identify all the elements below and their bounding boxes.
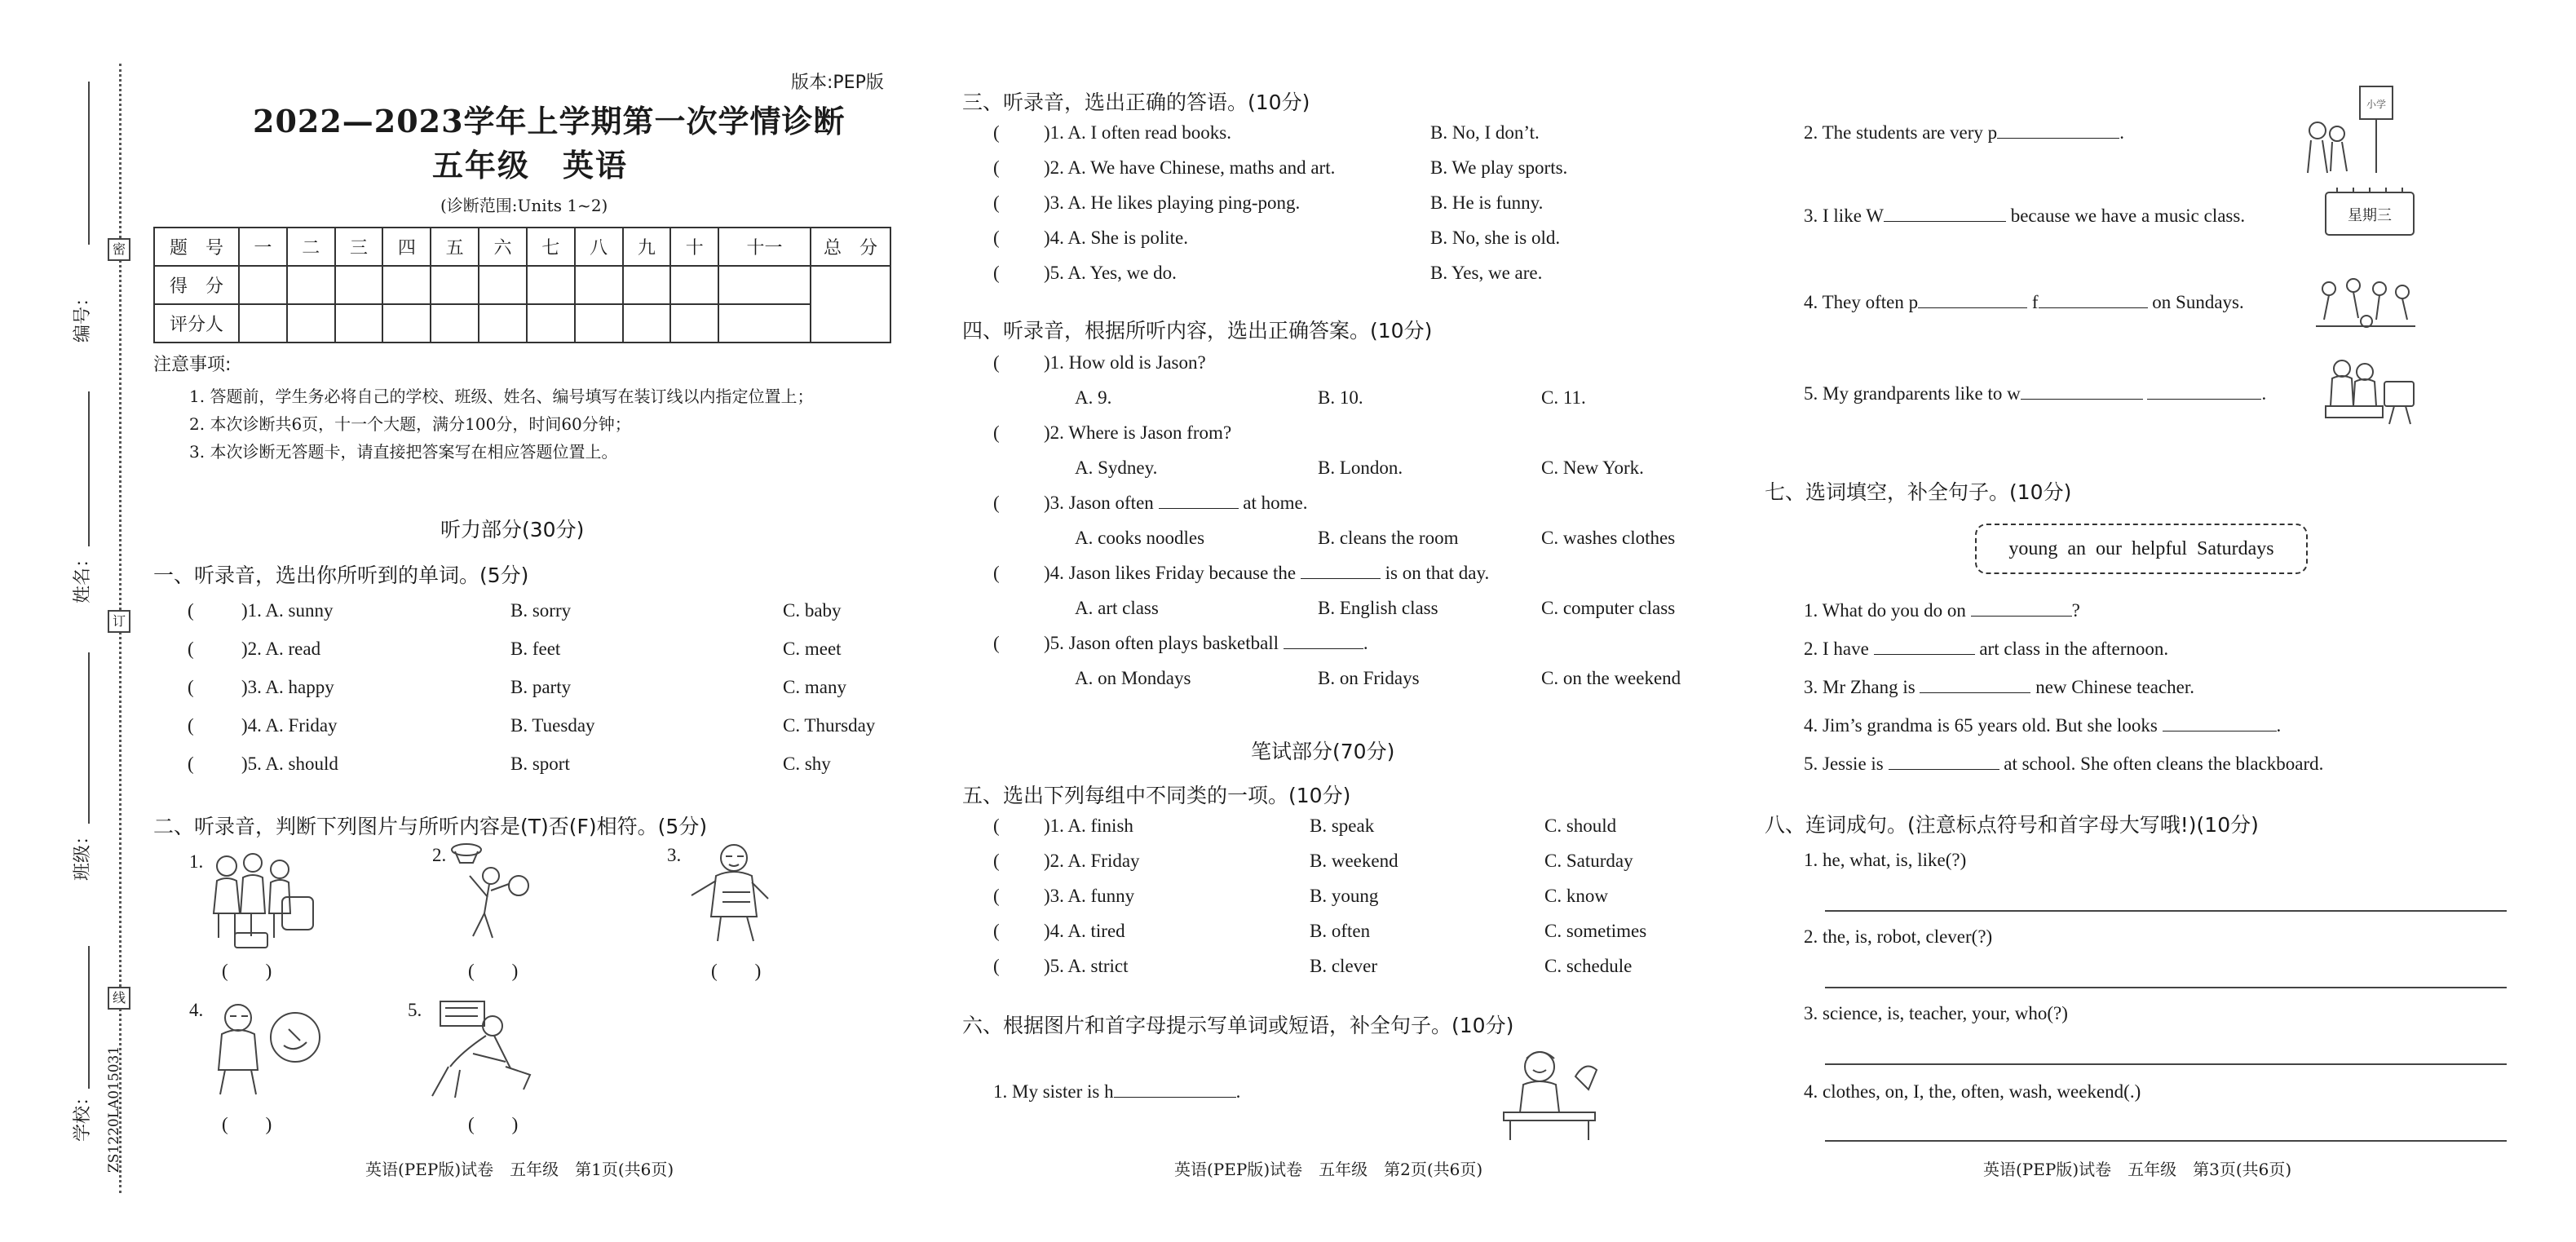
question-option-a: A. on Mondays [1075, 668, 1191, 688]
sentence-text: 1. What do you do on [1804, 600, 1966, 621]
answer-paren[interactable]: ( [188, 600, 194, 621]
picture-students-school [2300, 82, 2397, 179]
question-option-b: B. party [510, 677, 572, 697]
grader-row [154, 304, 890, 343]
sentence-text: on Sundays. [2152, 292, 2244, 312]
binding-label-number: 编号： [73, 288, 93, 343]
scrambled-words: 4. clothes, on, I, the, often, wash, weekend(.) [1804, 1081, 2141, 1102]
version-label: 版本:PEP版 [791, 73, 884, 93]
question-text-part: )5. Jason often plays basketball [1044, 633, 1279, 653]
answer-paren[interactable]: ( [993, 228, 1000, 248]
answer-paren[interactable]: ( [993, 921, 1000, 941]
page-1-footer: 英语(PEP版)试卷 五年级 第1页(共6页) [365, 1160, 674, 1179]
calendar-text: 星期三 [2348, 207, 2392, 224]
picture-girl-cleaning [424, 997, 538, 1103]
fill-blank[interactable] [1301, 563, 1381, 579]
answer-paren[interactable]: ( ) [468, 961, 519, 981]
question-option-b: B. No, she is old. [1430, 228, 1561, 248]
score-header-cell: 十 [670, 228, 718, 266]
answer-paren[interactable]: ( [993, 263, 1000, 283]
fill-blank[interactable] [1114, 1081, 1236, 1098]
sentence-text: 4. They often p [1804, 292, 1919, 312]
fill-blank[interactable] [1889, 754, 1999, 770]
sentence-text: 4. Jim’s grandma is 65 years old. But she looks [1804, 715, 2158, 736]
exam-subtitle: 五年级 英语 [432, 147, 629, 183]
sentence-item [1804, 639, 2168, 660]
score-header-cell: 九 [623, 228, 671, 266]
sentence-text: f [2031, 292, 2039, 312]
answer-paren[interactable]: ( [993, 633, 1000, 653]
section-4-title: 四、听录音，根据所听内容，选出正确答案。(10分) [962, 319, 1433, 343]
score-header-cell: 八 [575, 228, 623, 266]
grader-cell[interactable] [335, 304, 383, 343]
score-header-cell: 十一 [718, 228, 811, 266]
sentence-item [1804, 715, 2281, 736]
score-cell[interactable] [239, 266, 287, 304]
question-option-c: C. Thursday [783, 715, 876, 736]
picture-teacher [683, 840, 781, 946]
question-option-c: C. washes clothes [1541, 528, 1676, 548]
question-option-a: )4. A. Friday [241, 715, 338, 736]
question-option-a: )4. A. She is polite. [1044, 228, 1188, 248]
answer-paren[interactable]: ( [993, 422, 1000, 443]
score-header-cell: 五 [431, 228, 479, 266]
question-option-a: )5. A. strict [1044, 956, 1129, 976]
score-header-cell: 七 [527, 228, 575, 266]
picture-label: 2. [432, 845, 447, 865]
grader-cell[interactable] [527, 304, 575, 343]
question-option-c: C. baby [783, 600, 842, 621]
question-option-b: B. young [1310, 886, 1379, 906]
score-row-label: 得 分 [154, 266, 239, 304]
fill-blank[interactable] [1874, 639, 1975, 655]
picture-family-sofa [202, 848, 316, 954]
sentence-text: 3. I like W [1804, 206, 1884, 226]
question-option-a: )4. A. tired [1044, 921, 1125, 941]
picture-label: 1. [189, 851, 204, 872]
answer-paren[interactable]: ( [993, 563, 1000, 583]
question-option-b: B. speak [1310, 815, 1375, 836]
grader-cell[interactable] [718, 304, 811, 343]
question-option-a: A. cooks noodles [1075, 528, 1205, 548]
number-write-line[interactable] [88, 82, 90, 245]
school-sign-text: 小学 [2366, 99, 2387, 110]
question-text-part: )3. Jason often [1044, 493, 1154, 513]
answer-paren[interactable]: ( [993, 851, 1000, 871]
sentence-text: 2. The students are very p [1804, 122, 1998, 143]
sentence-2 [1804, 122, 2124, 144]
score-header-cell: 总 分 [811, 228, 890, 266]
question-option-a: )2. A. Friday [1044, 851, 1140, 871]
listening-part-title: 听力部分(30分) [440, 518, 585, 541]
score-cell[interactable] [335, 266, 383, 304]
question-text-part: is on that day. [1385, 563, 1490, 583]
question-option-a: )3. A. He likes playing ping-pong. [1044, 192, 1301, 213]
picture-girl-reading [1499, 1044, 1605, 1142]
total-score-cell[interactable] [811, 266, 890, 343]
picture-calendar-wednesday [2321, 184, 2419, 241]
section-7-title: 七、选词填空，补全句子。(10分) [1765, 480, 2072, 504]
answer-paren[interactable]: ( [993, 157, 1000, 178]
fill-blank[interactable] [1159, 493, 1239, 509]
answer-line[interactable] [1825, 910, 2507, 912]
question-option-a: )3. A. happy [241, 677, 334, 697]
score-header-cell: 六 [479, 228, 527, 266]
seal-ding: 订 [108, 610, 130, 633]
answer-paren[interactable]: ( [188, 715, 194, 736]
question-option-b: B. Tuesday [510, 715, 595, 736]
fill-blank[interactable] [1884, 206, 2006, 222]
section-6-title: 六、根据图片和首字母提示写单词或短语，补全句子。(10分) [962, 1014, 1514, 1037]
scrambled-words: 1. he, what, is, like(?) [1804, 850, 1967, 870]
picture-basketball-player [447, 840, 537, 946]
question-option-b: B. He is funny. [1430, 192, 1544, 213]
question-option-a: A. art class [1075, 598, 1159, 618]
score-cell[interactable] [431, 266, 479, 304]
question-option-b: B. weekend [1310, 851, 1398, 871]
answer-line[interactable] [1825, 987, 2507, 988]
question-text-part: at home. [1243, 493, 1308, 513]
sentence-text: because we have a music class. [2010, 206, 2246, 226]
sentence-4 [1804, 292, 2244, 313]
score-cell[interactable] [575, 266, 623, 304]
fill-blank[interactable] [2039, 292, 2148, 308]
notes-title: 注意事项: [153, 355, 232, 375]
question-option-a: )1. A. finish [1044, 815, 1133, 836]
exam-title: 2022—2023学年上学期第一次学情诊断 [253, 103, 846, 139]
question-option-b: B. Yes, we are. [1430, 263, 1543, 283]
fill-blank[interactable] [1920, 677, 2030, 693]
score-cell[interactable] [287, 266, 335, 304]
question-option-b: B. We play sports. [1430, 157, 1568, 178]
scrambled-words: 3. science, is, teacher, your, who(?) [1804, 1003, 2068, 1023]
section-2-title: 二、听录音，判断下列图片与所听内容是(T)否(F)相符。(5分) [153, 815, 708, 838]
sentence-text: 3. Mr Zhang is [1804, 677, 1915, 697]
sentence-text: ? [2071, 600, 2080, 621]
question-option-b: B. 10. [1318, 387, 1363, 408]
section-8-title: 八、连词成句。(注意标点符号和首字母大写哦!)(10分) [1765, 813, 2259, 837]
scrambled-words: 2. the, is, robot, clever(?) [1804, 926, 1993, 947]
section-5-title: 五、选出下列每组中不同类的一项。(10分) [962, 784, 1351, 807]
answer-paren[interactable]: ( [188, 677, 194, 697]
answer-paren[interactable]: ( [993, 886, 1000, 906]
question-text: )1. How old is Jason? [1044, 352, 1206, 373]
score-header-cell: 二 [287, 228, 335, 266]
sentence-text: at school. She often cleans the blackboard. [2004, 754, 2324, 774]
score-cell[interactable] [382, 266, 431, 304]
answer-paren[interactable]: ( [993, 815, 1000, 836]
sentence-text: 5. My grandparents like to w [1804, 383, 2021, 404]
sentence-item [1804, 754, 2323, 775]
answer-paren[interactable]: ( [993, 122, 1000, 143]
fill-blank[interactable] [2147, 383, 2261, 400]
page-2-footer: 英语(PEP版)试卷 五年级 第2页(共6页) [1174, 1160, 1483, 1179]
fill-blank[interactable] [1284, 633, 1363, 649]
sentence-text: . [2276, 715, 2282, 736]
grader-cell[interactable] [670, 304, 718, 343]
grader-cell[interactable] [479, 304, 527, 343]
sentence-text: . [2261, 383, 2267, 404]
question-option-a: A. 9. [1075, 387, 1112, 408]
seal-xian: 线 [108, 987, 130, 1010]
score-cell[interactable] [670, 266, 718, 304]
question-option-c: C. 11. [1541, 387, 1586, 408]
grader-row-label: 评分人 [154, 304, 239, 343]
grader-cell[interactable] [431, 304, 479, 343]
fill-blank[interactable] [1997, 122, 2119, 139]
note-item: 3. 本次诊断无答题卡，请直接把答案写在相应答题位置上。 [189, 442, 618, 462]
answer-line[interactable] [1825, 1063, 2507, 1065]
question-option-a: )5. A. Yes, we do. [1044, 263, 1177, 283]
grader-cell[interactable] [239, 304, 287, 343]
question-option-c: C. schedule [1544, 956, 1633, 976]
grader-cell[interactable] [623, 304, 671, 343]
question-option-a: )2. A. We have Chinese, maths and art. [1044, 157, 1336, 178]
score-cell[interactable] [718, 266, 811, 304]
grader-cell[interactable] [575, 304, 623, 343]
binding-label-school: 学校： [73, 1087, 93, 1142]
picture-kids-playing-football [2313, 274, 2419, 331]
score-row [154, 266, 890, 304]
picture-boy-eating [205, 997, 328, 1103]
score-cell[interactable] [527, 266, 575, 304]
sentence-text: . [2119, 122, 2124, 143]
grader-cell[interactable] [287, 304, 335, 343]
answer-paren[interactable]: ( ) [468, 1114, 519, 1134]
school-write-line[interactable] [88, 946, 90, 1089]
question-option-b: B. No, I don’t. [1430, 122, 1540, 143]
picture-label: 4. [189, 1000, 204, 1020]
question-text-part: )4. Jason likes Friday because the [1044, 563, 1297, 583]
answer-paren[interactable]: ( [993, 192, 1000, 213]
sentence-text: . [1235, 1081, 1241, 1102]
question-option-c: C. many [783, 677, 846, 697]
question-option-b: B. often [1310, 921, 1371, 941]
question-option-b: B. London. [1318, 457, 1403, 478]
question-option-a: )2. A. read [241, 639, 321, 659]
question-option-a: )3. A. funny [1044, 886, 1135, 906]
question-option-c: C. on the weekend [1541, 668, 1681, 688]
question-option-c: C. meet [783, 639, 842, 659]
question-option-c: C. New York. [1541, 457, 1644, 478]
answer-paren[interactable]: ( ) [222, 961, 272, 981]
answer-line[interactable] [1825, 1140, 2507, 1142]
question-option-a: )5. A. should [241, 754, 338, 774]
question-text [1044, 493, 1307, 514]
picture-grandparents-tv [2321, 351, 2419, 432]
score-table [153, 227, 891, 343]
question-option-a: A. Sydney. [1075, 457, 1158, 478]
fill-blank[interactable] [1918, 292, 2027, 308]
note-item: 2. 本次诊断共6页，十一个大题，满分100分，时间60分钟； [189, 414, 631, 434]
score-header-cell: 四 [382, 228, 431, 266]
answer-paren[interactable]: ( [993, 956, 1000, 976]
question-option-b: B. sport [510, 754, 570, 774]
score-header-cell: 三 [335, 228, 383, 266]
grader-cell[interactable] [382, 304, 431, 343]
picture-label: 3. [667, 845, 682, 865]
question-text: )2. Where is Jason from? [1044, 422, 1232, 443]
score-cell[interactable] [623, 266, 671, 304]
question-option-b: B. sorry [510, 600, 572, 621]
writing-part-title: 笔试部分(70分) [1251, 740, 1395, 763]
answer-paren[interactable]: ( [188, 639, 194, 659]
section-1-title: 一、听录音，选出你所听到的单词。(5分) [153, 564, 529, 587]
question-option-b: B. English class [1318, 598, 1438, 618]
note-item: 1. 答题前，学生务必将自己的学校、班级、姓名、编号填写在装订线以内指定位置上； [189, 387, 814, 406]
question-option-b: B. cleans the room [1318, 528, 1459, 548]
score-cell[interactable] [479, 266, 527, 304]
question-option-c: C. computer class [1541, 598, 1676, 618]
answer-paren[interactable]: ( [188, 754, 194, 774]
binding-label-class: 班级： [73, 826, 93, 881]
question-option-a: )1. A. I often read books. [1044, 122, 1231, 143]
sentence-item [1804, 600, 2080, 621]
question-text [1044, 563, 1489, 584]
sentence-text: art class in the afternoon. [1979, 639, 2169, 659]
sentence-1 [993, 1081, 1240, 1103]
question-option-c: C. should [1544, 815, 1617, 836]
sentence-text: 5. Jessie is [1804, 754, 1884, 774]
sentence-5 [1804, 383, 2266, 404]
answer-paren[interactable]: ( ) [711, 961, 762, 981]
sentence-text: 1. My sister is h [993, 1081, 1114, 1102]
question-option-a: )1. A. sunny [241, 600, 334, 621]
score-header-cell: 一 [239, 228, 287, 266]
fill-blank[interactable] [2021, 383, 2143, 400]
question-option-c: C. know [1544, 886, 1608, 906]
question-text-part: . [1363, 633, 1368, 653]
answer-paren[interactable]: ( ) [222, 1114, 272, 1134]
picture-label: 5. [408, 1000, 422, 1020]
sentence-text: new Chinese teacher. [2035, 677, 2194, 697]
question-option-b: B. clever [1310, 956, 1378, 976]
class-write-line[interactable] [88, 652, 90, 824]
fill-blank[interactable] [2163, 715, 2277, 731]
answer-paren[interactable]: ( [993, 352, 1000, 373]
seal-mi: 密 [108, 238, 130, 261]
question-option-c: C. shy [783, 754, 831, 774]
question-option-c: C. Saturday [1544, 851, 1633, 871]
binding-label-name: 姓名： [73, 549, 93, 603]
name-write-line[interactable] [88, 391, 90, 546]
question-option-c: C. sometimes [1544, 921, 1647, 941]
question-text [1044, 633, 1368, 654]
section-3-title: 三、听录音，选出正确的答语。(10分) [962, 91, 1310, 114]
sentence-text: 2. I have [1804, 639, 1869, 659]
word-bank: young an our helpful Saturdays [1975, 524, 2308, 574]
sentence-3 [1804, 206, 2245, 227]
question-option-b: B. feet [510, 639, 561, 659]
answer-paren[interactable]: ( [993, 493, 1000, 513]
exam-scope: (诊断范围:Units 1~2) [440, 196, 608, 215]
score-header-cell: 题 号 [154, 228, 239, 266]
fill-blank[interactable] [1971, 600, 2072, 617]
serial-number: ZS1220LA015031 [106, 1045, 122, 1173]
sentence-item [1804, 677, 2194, 698]
page-3-footer: 英语(PEP版)试卷 五年级 第3页(共6页) [1983, 1160, 2292, 1179]
question-option-b: B. on Fridays [1318, 668, 1420, 688]
score-table-header-row [154, 228, 890, 266]
